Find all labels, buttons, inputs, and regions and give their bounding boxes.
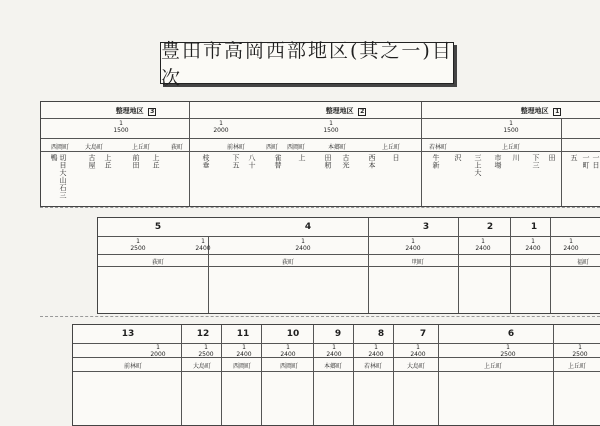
scale-label: 1 2000 xyxy=(213,120,229,134)
top-index-table xyxy=(40,101,600,207)
area-label: 整理地区 xyxy=(115,107,144,115)
divider xyxy=(41,138,600,139)
place-name-text: 雀替 xyxy=(274,154,282,169)
sheet-number: 2 xyxy=(486,222,494,232)
place-name-text: 川 xyxy=(512,154,520,162)
place-name-text: 上丘 xyxy=(152,154,160,169)
sheet-number: 7 xyxy=(419,329,427,339)
divider xyxy=(181,325,182,425)
town-label: 本郷町 xyxy=(327,144,346,151)
place-name-text: 日 xyxy=(392,154,400,162)
place-name-text: 下五 xyxy=(232,154,240,169)
place-name-text: 市場 xyxy=(494,154,502,169)
title-box xyxy=(160,40,454,89)
scale-label: 1 2400 xyxy=(326,344,342,358)
town-label: 若林町 xyxy=(363,363,382,370)
scale-label: 1 2400 xyxy=(195,238,211,252)
sheet-number: 4 xyxy=(304,222,312,232)
scale-label: 1 2400 xyxy=(405,238,421,252)
sheet-number: 13 xyxy=(121,329,135,339)
scale-label: 1 2000 xyxy=(150,344,166,358)
scale-label: 1 2400 xyxy=(525,238,541,252)
fold-line xyxy=(40,207,600,208)
divider xyxy=(438,325,439,425)
scale-label: 1 2500 xyxy=(500,344,516,358)
town-label: 西町 xyxy=(265,144,278,151)
place-name-text: 切目大山石三鴨 xyxy=(50,154,67,199)
place-name-text: 古屋 xyxy=(88,154,96,169)
scale-label: 1 2500 xyxy=(198,344,214,358)
town-label: 荻町 xyxy=(170,144,183,151)
sheet-number: 11 xyxy=(236,329,250,339)
sheet-number: 1 xyxy=(530,222,538,232)
town-label: 上丘町 xyxy=(381,144,400,151)
divider xyxy=(189,102,190,206)
place-name-text: 前田 xyxy=(132,154,140,169)
town-label: 大島町 xyxy=(192,363,211,370)
divider xyxy=(393,325,394,425)
place-name-text: 牛新 xyxy=(432,154,440,169)
town-label: 西岡町 xyxy=(232,363,251,370)
divider xyxy=(98,236,600,237)
divider xyxy=(41,151,600,152)
town-label: 西岡町 xyxy=(279,363,298,370)
sheet-number: 6 xyxy=(507,329,515,339)
scale-label: 1 2400 xyxy=(295,238,311,252)
place-name-text: 三上大 xyxy=(474,154,482,177)
town-label: 福町 xyxy=(576,259,589,266)
place-name-text: 一日 xyxy=(592,154,600,169)
town-label: 前林町 xyxy=(226,144,245,151)
divider xyxy=(561,118,562,206)
area-number: 3 xyxy=(150,108,155,115)
place-name-text: 田 xyxy=(548,154,556,162)
place-name-text: 一町 xyxy=(582,154,590,169)
area-label: 整理地区 xyxy=(325,107,354,115)
scale-label: 1 2500 xyxy=(130,238,146,252)
sheet-number: 3 xyxy=(422,222,430,232)
place-name-text: 八十 xyxy=(248,154,256,169)
scale-label: 1 2400 xyxy=(563,238,579,252)
area-header-1 xyxy=(491,106,591,116)
bottom-index-table xyxy=(72,324,600,426)
scale-label: 1 1500 xyxy=(113,120,129,134)
middle-index-table xyxy=(97,217,600,314)
scale-label: 1 2400 xyxy=(475,238,491,252)
divider xyxy=(41,118,600,119)
place-name-text: 五 xyxy=(570,154,578,162)
town-label: 荻町 xyxy=(281,259,294,266)
area-number: 2 xyxy=(360,108,365,115)
town-label: 上丘町 xyxy=(567,363,586,370)
town-label: 大島町 xyxy=(84,144,103,151)
scale-label: 1 2400 xyxy=(236,344,252,358)
scale-label: 1 1500 xyxy=(503,120,519,134)
divider xyxy=(313,325,314,425)
divider xyxy=(458,218,459,313)
town-label: 本郷町 xyxy=(323,363,342,370)
sheet-number: 8 xyxy=(377,329,385,339)
town-label: 若林町 xyxy=(428,144,447,151)
sheet-number: 12 xyxy=(196,329,210,339)
town-label: 上丘町 xyxy=(131,144,150,151)
area-label: 整理地区 xyxy=(520,107,549,115)
divider xyxy=(98,266,600,267)
divider xyxy=(421,102,422,206)
town-label: 上丘町 xyxy=(483,363,502,370)
town-label: 前林町 xyxy=(123,363,142,370)
divider xyxy=(510,218,511,313)
town-label: 上丘町 xyxy=(501,144,520,151)
town-label: 明町 xyxy=(411,259,424,266)
town-label: 西岡町 xyxy=(50,144,69,151)
place-name-text: 古光 xyxy=(342,154,350,169)
place-name-text: 枝垂 xyxy=(202,154,210,169)
page-title: 豊田市高岡西部地区(其之一)目次 xyxy=(161,40,453,89)
place-name-text: 田籾 xyxy=(324,154,332,169)
divider xyxy=(553,325,554,425)
fold-line xyxy=(40,316,600,317)
divider xyxy=(221,325,222,425)
scale-label: 1 1500 xyxy=(323,120,339,134)
scale-label: 1 2500 xyxy=(572,344,588,358)
divider xyxy=(73,371,600,372)
divider xyxy=(550,218,551,313)
area-number: 1 xyxy=(555,108,560,115)
divider xyxy=(368,218,369,313)
town-label: 荻町 xyxy=(151,259,164,266)
divider xyxy=(98,254,600,255)
place-name-text: 上丘 xyxy=(104,154,112,169)
town-label: 大島町 xyxy=(406,363,425,370)
sheet-number: 5 xyxy=(154,222,162,232)
area-header-3 xyxy=(86,106,186,116)
place-name-text: 西本 xyxy=(368,154,376,169)
divider xyxy=(261,325,262,425)
scale-label: 1 2400 xyxy=(368,344,384,358)
area-header-2 xyxy=(296,106,396,116)
town-label: 西岡町 xyxy=(286,144,305,151)
place-name-text: 沢 xyxy=(454,154,462,162)
scale-label: 1 2400 xyxy=(280,344,296,358)
divider xyxy=(353,325,354,425)
place-name-text: 下三 xyxy=(532,154,540,169)
sheet-number: 9 xyxy=(334,329,342,339)
sheet-number: 10 xyxy=(286,329,300,339)
scale-label: 1 2400 xyxy=(410,344,426,358)
place-name-text: 上 xyxy=(298,154,306,162)
